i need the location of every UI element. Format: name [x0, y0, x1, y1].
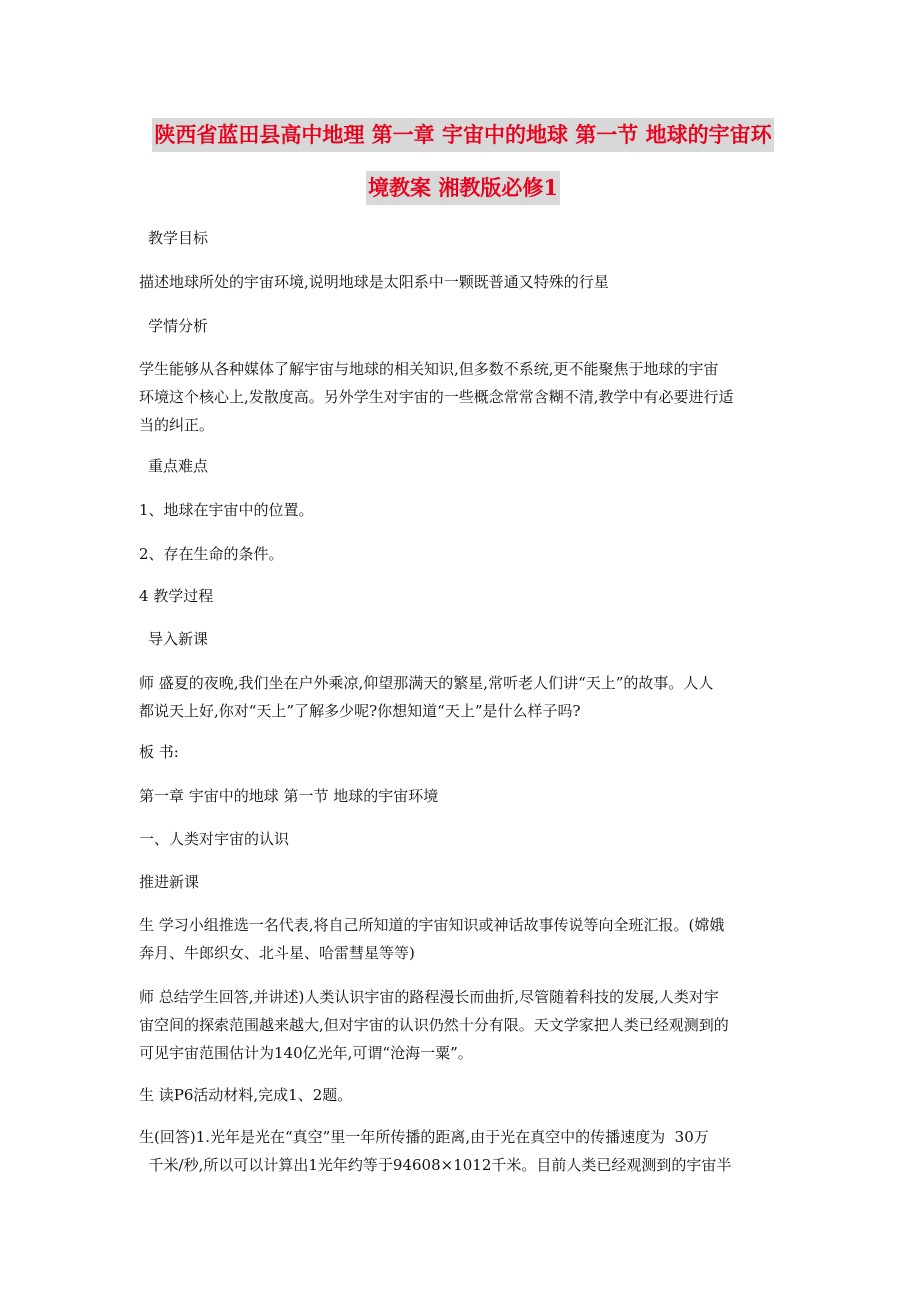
title-line-1: 陕西省蓝田县高中地理 第一章 宇宙中的地球 第一节 地球的宇宙环 [152, 118, 773, 152]
section-heading-1: 一、人类对宇宙的认识 [139, 830, 290, 848]
key-point-2: 2、存在生命的条件。 [139, 545, 284, 563]
process-heading: 4 教学过程 [139, 587, 214, 605]
board-title: 第一章 宇宙中的地球 第一节 地球的宇宙环境 [139, 787, 439, 805]
key-point-1: 1、地球在宇宙中的位置。 [139, 501, 314, 519]
analysis-text: 学生能够从各种媒体了解宇宙与地球的相关知识,但多数不系统,更不能聚焦于地球的宇宙 环境这个核心上,发散度高。另外学生对宇宙的一些概念常常含糊不清,教学中有必要进行适 当的纠正。 [139, 360, 734, 434]
board-label: 板 书: [139, 743, 179, 761]
title-line-2: 境教案 湘教版必修1 [366, 171, 560, 205]
advance-heading: 推进新课 [139, 873, 200, 891]
student-paragraph-1: 生 学习小组推选一名代表,将自己所知道的宇宙知识或神话故事传说等向全班汇报。(嫦娥 奔月、牛郎织女、北斗星、哈雷彗星等等) [139, 916, 725, 962]
key-heading: 重点难点 [148, 457, 209, 475]
intro-heading: 导入新课 [148, 630, 209, 648]
student-paragraph-2: 生 读P6活动材料,完成1、2题。 [139, 1086, 353, 1104]
teacher-paragraph-2: 师 总结学生回答,并讲述)人类认识宇宙的路程漫长而曲折,尽管随着科技的发展,人类对宇 宙空间的探索范围越来越大,但对宇宙的认识仍然十分有限。天文学家把人类已经观测到的 可见宇宙范围估计为140亿光年,可谓“沧海一粟”。 [139, 988, 729, 1062]
analysis-heading: 学情分析 [148, 317, 209, 335]
goal-text: 描述地球所处的宇宙环境,说明地球是太阳系中一颗既普通又特殊的行星 [139, 273, 609, 291]
goal-heading: 教学目标 [148, 229, 209, 247]
teacher-paragraph-1: 师 盛夏的夜晚,我们坐在户外乘凉,仰望那满天的繁星,常听老人们讲“天上”的故事。人人 都说天上好,你对“天上”了解多少呢?你想知道“天上”是什么样子吗? [139, 674, 714, 720]
document-title [133, 118, 793, 205]
student-paragraph-3: 生(回答)1.光年是光在“真空”里一年所传播的距离,由于光在真空中的传播速度为 30万 千米/秒,所以可以计算出1光年约等于94608×1012千米。目前人类已经观测到的宇宙半 [139, 1128, 732, 1174]
